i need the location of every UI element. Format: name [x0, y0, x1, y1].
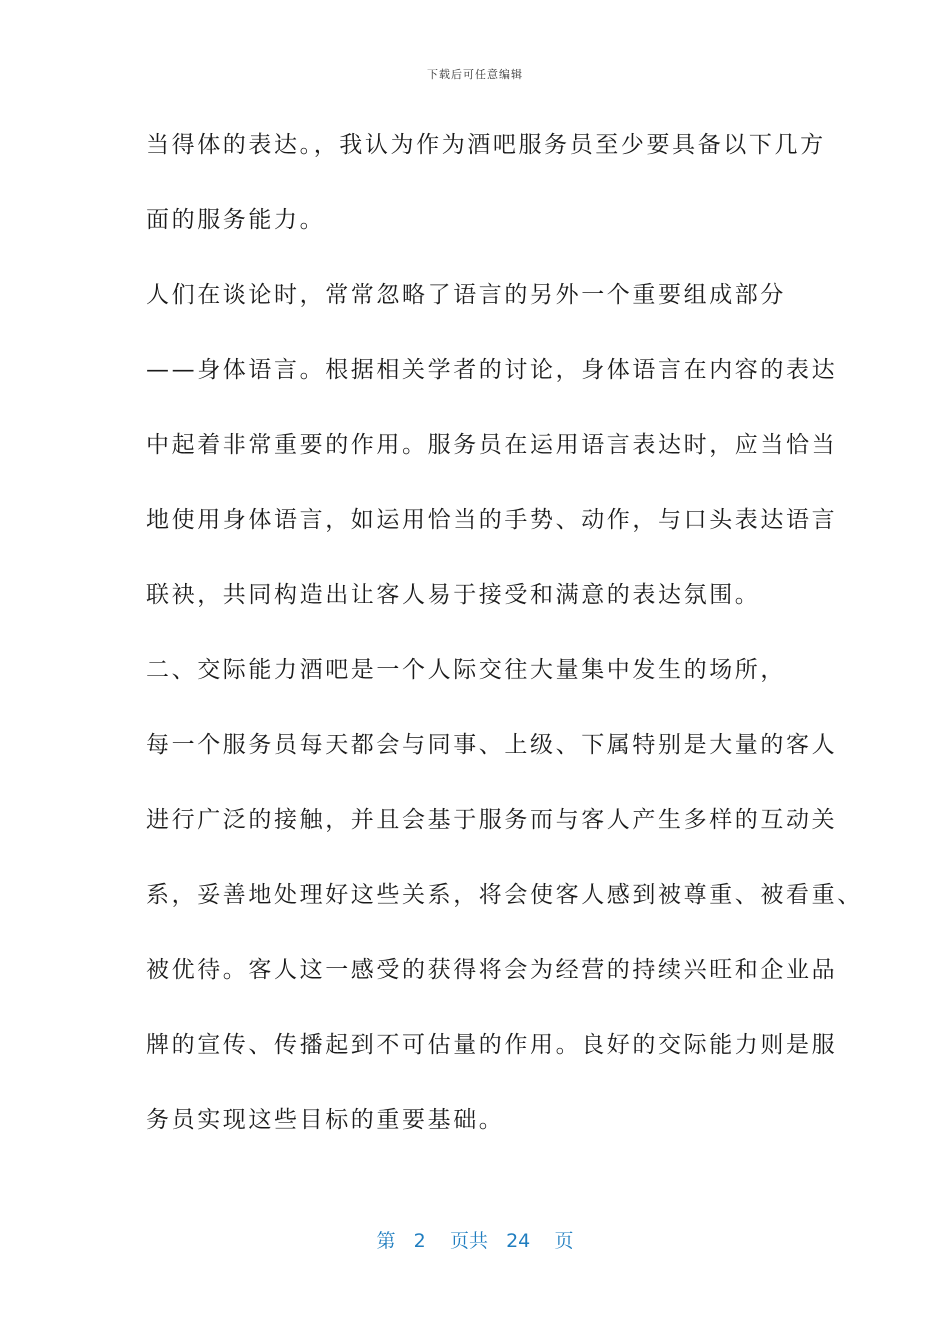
body-line: 被优待。客人这一感受的获得将会为经营的持续兴旺和企业品	[146, 957, 838, 983]
total-pages-number: 24	[506, 1230, 531, 1252]
footer-suffix: 页	[554, 1230, 574, 1252]
body-line: 每一个服务员每天都会与同事、上级、下属特别是大量的客人	[146, 732, 838, 758]
footer-middle: 页共	[449, 1230, 488, 1252]
body-line: 牌的宣传、传播起到不可估量的作用。良好的交际能力则是服	[146, 1032, 838, 1058]
page-footer	[0, 1226, 950, 1253]
body-line: ——身体语言。根据相关学者的讨论，身体语言在内容的表达	[146, 357, 838, 383]
footer-prefix: 第	[376, 1230, 396, 1252]
header-note: 下载后可任意编辑	[427, 68, 523, 81]
current-page-number: 2	[413, 1230, 426, 1252]
body-line: 人们在谈论时，常常忽略了语言的另外一个重要组成部分	[146, 282, 786, 308]
body-line: 进行广泛的接触，并且会基于服务而与客人产生多样的互动关	[146, 807, 838, 833]
body-line: 面的服务能力。	[146, 207, 326, 233]
body-line: 联袂，共同构造出让客人易于接受和满意的表达氛围。	[146, 582, 761, 608]
body-line: 二、交际能力酒吧是一个人际交往大量集中发生的场所，	[146, 657, 786, 683]
body-line: 地使用身体语言，如运用恰当的手势、动作，与口头表达语言	[146, 507, 838, 533]
body-line: 务员实现这些目标的重要基础。	[146, 1107, 505, 1133]
body-line: 当得体的表达。，我认为作为酒吧服务员至少要具备以下几方	[146, 132, 826, 158]
body-line: 系，妥善地处理好这些关系，将会使客人感到被尊重、被看重、	[146, 882, 863, 908]
body-line: 中起着非常重要的作用。服务员在运用语言表达时，应当恰当	[146, 432, 838, 458]
